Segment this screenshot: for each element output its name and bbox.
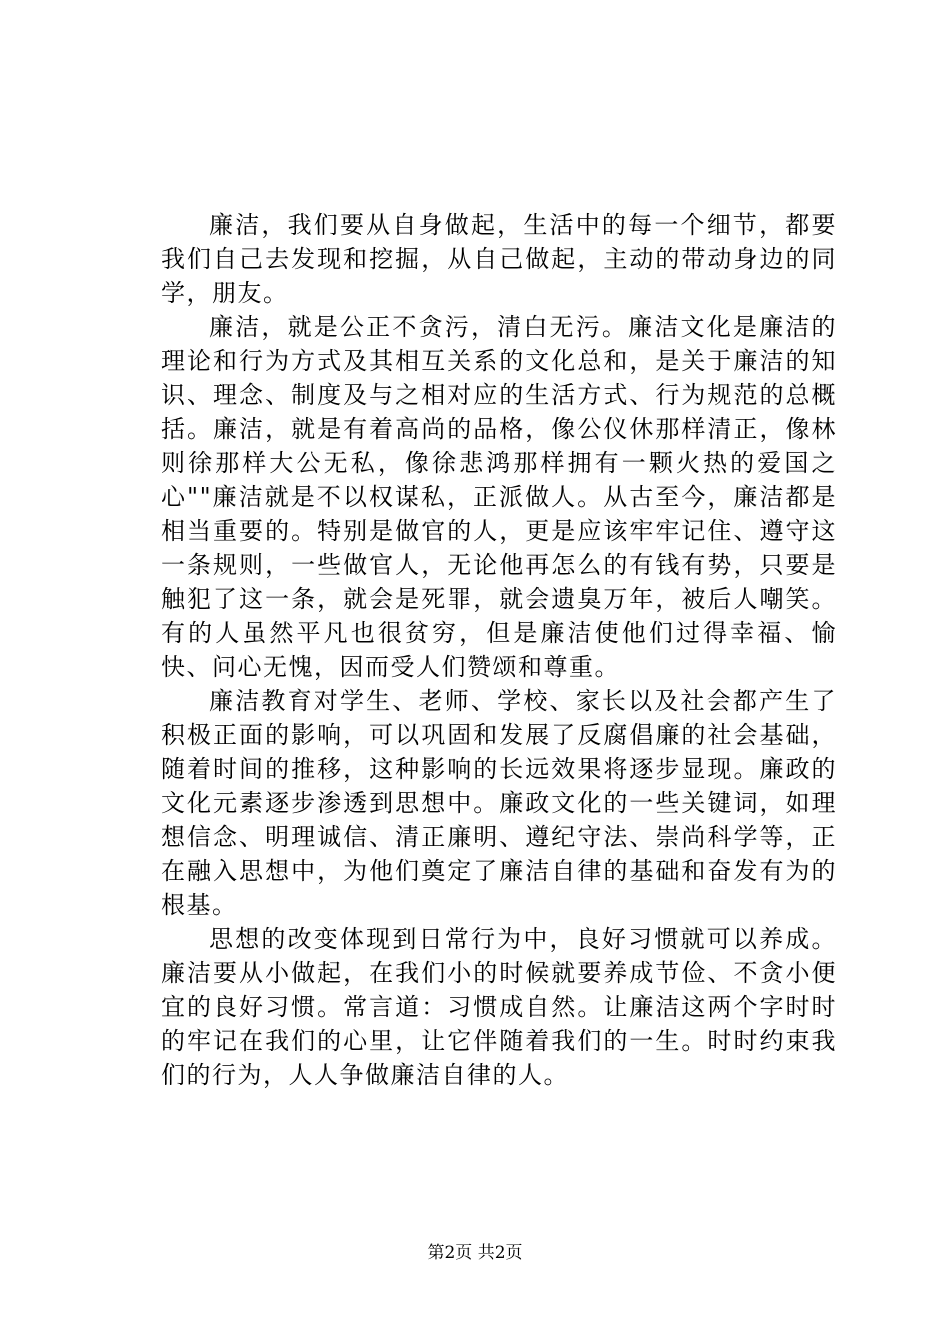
paragraph-3: 廉洁教育对学生、老师、学校、家长以及社会都产生了积极正面的影响，可以巩固和发展了反腐倡廉的社会基础，随着时间的推移，这种影响的长远效果将逐步显现。廉政的文化元素逐步渗透到思想中。廉政文化的一些关键词，如理想信念、明理诚信、清正廉明、遵纪守法、崇尚科学等，正在融入思想中，为他们奠定了廉洁自律的基础和奋发有为的根基。 — [161, 687, 837, 919]
document-body — [161, 208, 837, 1092]
page-number-footer: 第2页 共2页 — [427, 1243, 523, 1263]
paragraph-2: 廉洁，就是公正不贪污，清白无污。廉洁文化是廉洁的理论和行为方式及其相互关系的文化总和，是关于廉洁的知识、理念、制度及与之相对应的生活方式、行为规范的总概括。廉洁，就是有着高尚的品格，像公仪休那样清正，像林则徐那样大公无私，像徐悲鸿那样拥有一颗火热的爱国之心""廉洁就是不以权谋私，正派做人。从古至今，廉洁都是相当重要的。特别是做官的人，更是应该牢牢记住、遵守这一条规则，一些做官人，无论他再怎么的有钱有势，只要是触犯了这一条，就会是死罪，就会遗臭万年，被后人嘲笑。有的人虽然平凡也很贫穷，但是廉洁使他们过得幸福、愉快、问心无愧，因而受人们赞颂和尊重。 — [161, 313, 837, 681]
paragraph-1: 廉洁，我们要从自身做起，生活中的每一个细节，都要我们自己去发现和挖掘，从自己做起，主动的带动身边的同学，朋友。 — [161, 211, 837, 307]
paragraph-4: 思想的改变体现到日常行为中，良好习惯就可以养成。廉洁要从小做起，在我们小的时候就要养成节俭、不贪小便宜的良好习惯。常言道：习惯成自然。让廉洁这两个字时时的牢记在我们的心里，让它伴随着我们的一生。时时约束我们的行为，人人争做廉洁自律的人。 — [161, 925, 837, 1089]
